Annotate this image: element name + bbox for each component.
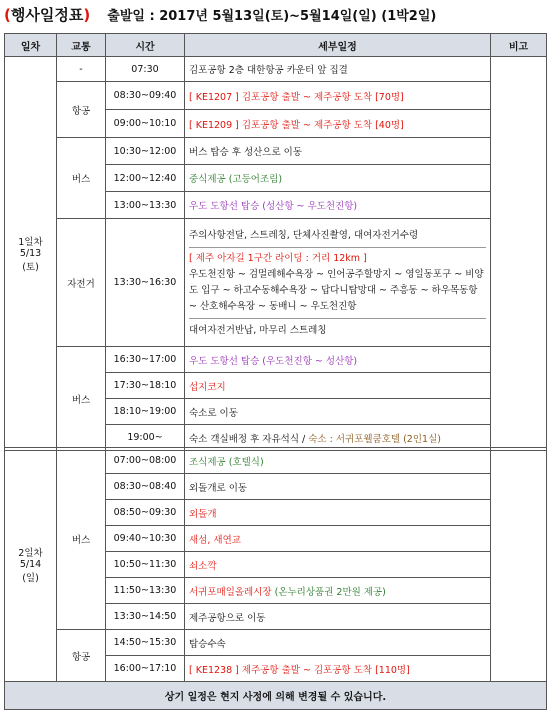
table-row bbox=[5, 82, 547, 110]
detail-cell: 주의사항전달, 스트레칭, 단체사진촬영, 대여자전거수령 [ 제주 아자길 1구간 라이딩 : 거리 12km ] 우도천진항 ~ 검멀레해수욕장 ~ 인어공주할망지 ~ 영일동포구 ~ 비양도 입구 ~ 하고수동해수욕장 ~ 답다니탑망대 ~ 주흥동 ~ 하우목동항 ~ 산호해수욕장 ~ 동배니 ~ 우도천진항 대여자전거반납, 마무리 스트레칭 bbox=[185, 219, 491, 347]
transport-cell: 항공 bbox=[57, 82, 106, 138]
day2-cell: 2일차 5/14 (일) bbox=[5, 448, 57, 682]
transport-cell: 버스 bbox=[57, 347, 106, 451]
table-row bbox=[5, 57, 547, 82]
time-cell: 14:50~15:30 bbox=[106, 630, 185, 656]
transport-cell: 버스 bbox=[57, 448, 106, 630]
time-cell: 11:50~13:30 bbox=[106, 578, 185, 604]
note-cell bbox=[491, 57, 547, 451]
table-row bbox=[5, 138, 547, 165]
time-cell: 19:00~ bbox=[106, 425, 185, 451]
table-row bbox=[5, 630, 547, 656]
detail-cell: 제주공항으로 이동 bbox=[185, 604, 491, 630]
detail-cell: 새섬, 새연교 bbox=[185, 526, 491, 552]
time-cell: 10:30~12:00 bbox=[106, 138, 185, 165]
time-cell: 07:30 bbox=[106, 57, 185, 82]
detail-cell: 버스 탑승 후 성산으로 이동 bbox=[185, 138, 491, 165]
departure-date: 출발일 : 2017년 5월13일(토)~5월14일(일) (1박2일) bbox=[107, 9, 437, 24]
detail-cell: [ KE1207 ] 김포공항 출발 ~ 제주공항 도착 [70명] bbox=[185, 82, 491, 110]
transport-cell: 버스 bbox=[57, 138, 106, 219]
detail-cell: 숙소 객실배정 후 자유석식 / 숙소 : 서귀포웰쿰호텔 (2인1실) bbox=[185, 425, 491, 451]
table-row bbox=[5, 448, 547, 474]
footer-note: 상기 일정은 현지 사정에 의해 변경될 수 있습니다. bbox=[5, 682, 547, 710]
table-row bbox=[5, 347, 547, 373]
detail-cell: 탑승수속 bbox=[185, 630, 491, 656]
col-header-day: 일차 bbox=[5, 34, 57, 57]
time-cell: 13:30~14:50 bbox=[106, 604, 185, 630]
transport-cell: 자전거 bbox=[57, 219, 106, 347]
day1-cell: 1일차 5/13 (토) bbox=[5, 57, 57, 451]
transport-cell: 항공 bbox=[57, 630, 106, 682]
time-cell: 09:40~10:30 bbox=[106, 526, 185, 552]
col-header-transport: 교통 bbox=[57, 34, 106, 57]
time-cell: 08:30~08:40 bbox=[106, 474, 185, 500]
time-cell: 10:50~11:30 bbox=[106, 552, 185, 578]
detail-cell: 섭지코지 bbox=[185, 373, 491, 399]
detail-cell: 중식제공 (고등어조림) bbox=[185, 165, 491, 192]
time-cell: 16:30~17:00 bbox=[106, 347, 185, 373]
col-header-time: 시간 bbox=[106, 34, 185, 57]
detail-cell: 서귀포매일올레시장 (온누리상품권 2만원 제공) bbox=[185, 578, 491, 604]
time-cell: 13:30~16:30 bbox=[106, 219, 185, 347]
detail-cell: 외돌개 bbox=[185, 500, 491, 526]
time-cell: 13:00~13:30 bbox=[106, 192, 185, 219]
time-cell: 07:00~08:00 bbox=[106, 448, 185, 474]
detail-cell: 우도 도항선 탑승 (성산항 ~ 우도천진항) bbox=[185, 192, 491, 219]
table-header-row bbox=[5, 34, 547, 57]
detail-cell: [ KE1209 ] 김포공항 출발 ~ 제주공항 도착 [40명] bbox=[185, 110, 491, 138]
detail-cell: 외돌개로 이동 bbox=[185, 474, 491, 500]
document-header bbox=[4, 4, 546, 28]
col-header-note: 비고 bbox=[491, 34, 547, 57]
time-cell: 12:00~12:40 bbox=[106, 165, 185, 192]
schedule-table-day2 bbox=[4, 447, 547, 710]
document-title: (행사일정표) bbox=[4, 6, 91, 24]
col-header-detail: 세부일정 bbox=[185, 34, 491, 57]
footer-row bbox=[5, 682, 547, 710]
transport-cell: - bbox=[57, 57, 106, 82]
detail-cell: 조식제공 (호텔식) bbox=[185, 448, 491, 474]
schedule-table bbox=[4, 33, 547, 451]
detail-cell: [ KE1238 ] 제주공항 출발 ~ 김포공항 도착 [110명] bbox=[185, 656, 491, 682]
time-cell: 09:00~10:10 bbox=[106, 110, 185, 138]
detail-cell: 쇠소깍 bbox=[185, 552, 491, 578]
note-cell bbox=[491, 448, 547, 682]
detail-cell: 숙소로 이동 bbox=[185, 399, 491, 425]
time-cell: 17:30~18:10 bbox=[106, 373, 185, 399]
detail-cell: 우도 도항선 탑승 (우도천진항 ~ 성산항) bbox=[185, 347, 491, 373]
time-cell: 08:30~09:40 bbox=[106, 82, 185, 110]
time-cell: 08:50~09:30 bbox=[106, 500, 185, 526]
table-row bbox=[5, 219, 547, 347]
time-cell: 16:00~17:10 bbox=[106, 656, 185, 682]
time-cell: 18:10~19:00 bbox=[106, 399, 185, 425]
detail-cell: 김포공항 2층 대한항공 카운터 앞 집결 bbox=[185, 57, 491, 82]
